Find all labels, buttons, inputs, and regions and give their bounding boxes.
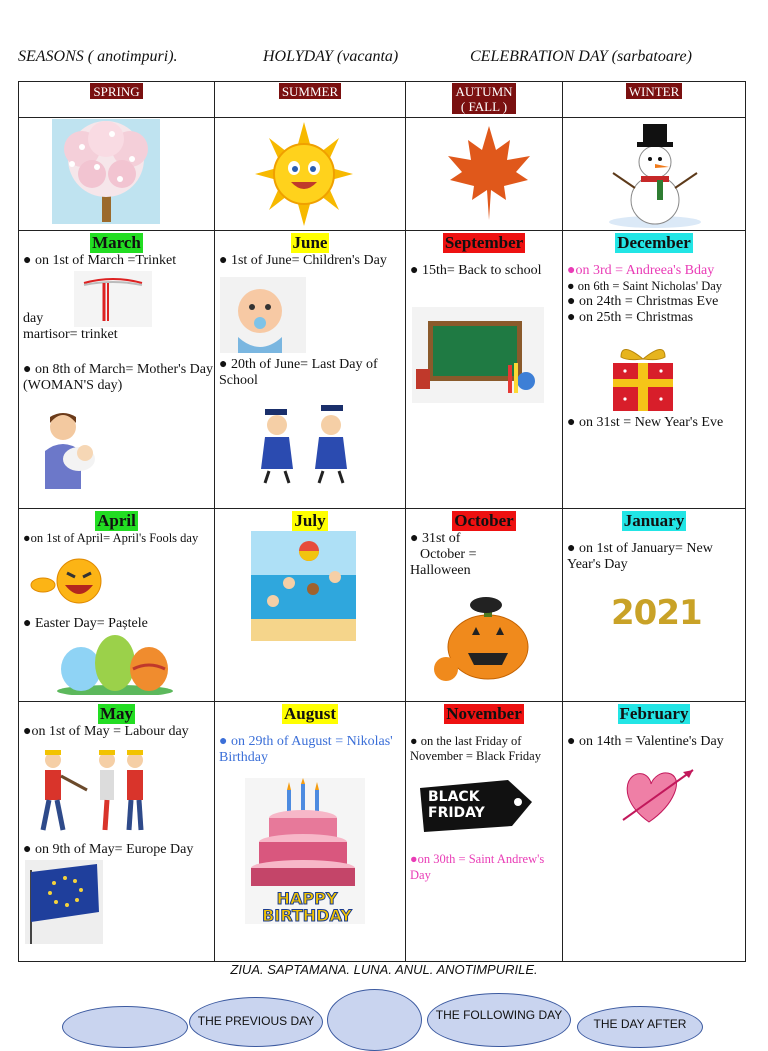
october-note-c: Halloween (410, 563, 471, 578)
march-note-day: day (23, 311, 44, 326)
february-note-14: ● on 14th = Valentine's Day (567, 734, 724, 749)
bubble-today (327, 989, 422, 1051)
june-note-20: ● 20th of June= Last Day of (219, 357, 378, 372)
maple-leaf-icon (444, 124, 534, 222)
month-cell-october (406, 509, 563, 702)
month-cell-november (406, 702, 563, 962)
december-note-3: ●on 3rd = Andreea's Bday (567, 263, 715, 278)
autumn-picture-cell (406, 118, 563, 231)
month-cell-july (215, 509, 406, 702)
black-friday-text: BLACK FRIDAY (428, 789, 485, 821)
april-note-easter: ● Easter Day= Paștele (23, 616, 148, 631)
laughing-emoji-icon (29, 555, 111, 607)
month-cell-march (19, 231, 215, 509)
march-note-martisor: martisor= trinket (23, 327, 118, 342)
month-cell-april (19, 509, 215, 702)
month-april: April (97, 511, 136, 530)
june-note-1: ● 1st of June= Children's Day (219, 253, 387, 268)
pumpkin-cat-icon (428, 585, 532, 685)
chalkboard-icon (412, 307, 544, 403)
martisor-trinket-icon (74, 271, 152, 327)
december-note-31: ● on 31st = New Year's Eve (567, 415, 724, 430)
march-note-1: ● on 1st of March =Trinket (23, 253, 177, 268)
january-note-a: ● on 1st of January= New (567, 541, 713, 556)
bubble-day-after: THE DAY AFTER (577, 1006, 703, 1048)
november-note-30b: Day (410, 868, 431, 882)
december-note-25: ● on 25th = Christmas (567, 310, 694, 325)
month-cell-february (563, 702, 746, 962)
bubble-following-day: THE FOLLOWING DAY (427, 993, 571, 1047)
season-cell-autumn (406, 82, 563, 118)
october-note-b: October = (420, 547, 477, 562)
month-august: August (284, 704, 336, 723)
season-cell-summer (215, 82, 406, 118)
winter-picture-cell (563, 118, 746, 231)
september-note-15: ● 15th= Back to school (410, 263, 542, 278)
footer-caption: ZIUA. SAPTAMANA. LUNA. ANUL. ANOTIMPURILE. (230, 962, 538, 977)
month-september: September (444, 233, 524, 252)
may-note-9: ● on 9th of May= Europe Day (23, 842, 194, 857)
november-note-a: ● on the last Friday of (410, 734, 522, 748)
month-cell-december (563, 231, 746, 509)
month-february: February (619, 704, 689, 723)
month-cell-june (215, 231, 406, 509)
calendar-table (18, 81, 746, 962)
january-note-b: Year's Day (567, 557, 628, 572)
season-spring: SPRING (90, 83, 142, 99)
month-may: May (99, 704, 134, 723)
sun-icon (255, 122, 353, 226)
march-note-8: ● on 8th of March= Mother's Day (23, 362, 213, 377)
graduates-icon (251, 405, 361, 485)
baby-icon (220, 277, 306, 353)
easter-eggs-icon (57, 635, 173, 695)
month-march: March (92, 233, 141, 252)
beach-kids-icon (251, 531, 356, 641)
bubble-empty-left (62, 1006, 188, 1048)
august-note-a: ● on 29th of August = Nikolas' (219, 734, 393, 749)
month-december: December (617, 233, 691, 252)
month-october: October (454, 511, 514, 530)
month-cell-may (19, 702, 215, 962)
bubble-previous-day: THE PREVIOUS DAY (189, 997, 323, 1047)
mother-with-baby-icon (39, 409, 101, 491)
snowman-icon (607, 118, 703, 228)
november-note-30a: ●on 30th = Saint Andrew's (410, 852, 545, 866)
header-celebration: CELEBRATION DAY (sarbatoare) (470, 48, 692, 65)
season-cell-winter (563, 82, 746, 118)
month-cell-september (406, 231, 563, 509)
month-june: June (292, 233, 328, 252)
season-autumn: AUTUMN ( FALL ) (452, 83, 515, 114)
month-cell-august (215, 702, 406, 962)
october-note-a: ● 31st of (410, 531, 461, 546)
december-note-24: ● on 24th = Christmas Eve (567, 294, 719, 309)
december-note-6: ● on 6th = Saint Nicholas' Day (567, 279, 723, 293)
month-january: January (623, 511, 685, 530)
june-note-20b: School (219, 373, 258, 388)
spring-picture-cell (19, 118, 215, 231)
season-cell-spring (19, 82, 215, 118)
header-seasons: SEASONS ( anotimpuri). (18, 48, 178, 65)
month-july: July (294, 511, 326, 530)
august-note-b: Birthday (219, 750, 268, 765)
november-note-b: November = Black Friday (410, 749, 541, 763)
header-holiday: HOLYDAY (vacanta) (263, 48, 399, 65)
month-november: November (446, 704, 522, 723)
summer-picture-cell (215, 118, 406, 231)
april-note-1: ●on 1st of April= April's Fools day (23, 531, 199, 545)
year-2021-text: 2021 (611, 593, 702, 633)
month-cell-january (563, 509, 746, 702)
march-note-8b: (WOMAN'S day) (23, 378, 123, 393)
season-summer: SUMMER (279, 83, 341, 99)
may-note-1: ●on 1st of May = Labour day (23, 724, 189, 739)
season-winter: WINTER (626, 83, 683, 99)
gift-box-icon (607, 341, 679, 413)
eu-flag-icon (25, 860, 103, 944)
happy-birthday-text: HAPPY BIRTHDAY (262, 889, 352, 925)
workers-icon (29, 746, 155, 832)
blossom-tree-icon (52, 119, 160, 224)
heart-arrow-icon (619, 764, 699, 826)
